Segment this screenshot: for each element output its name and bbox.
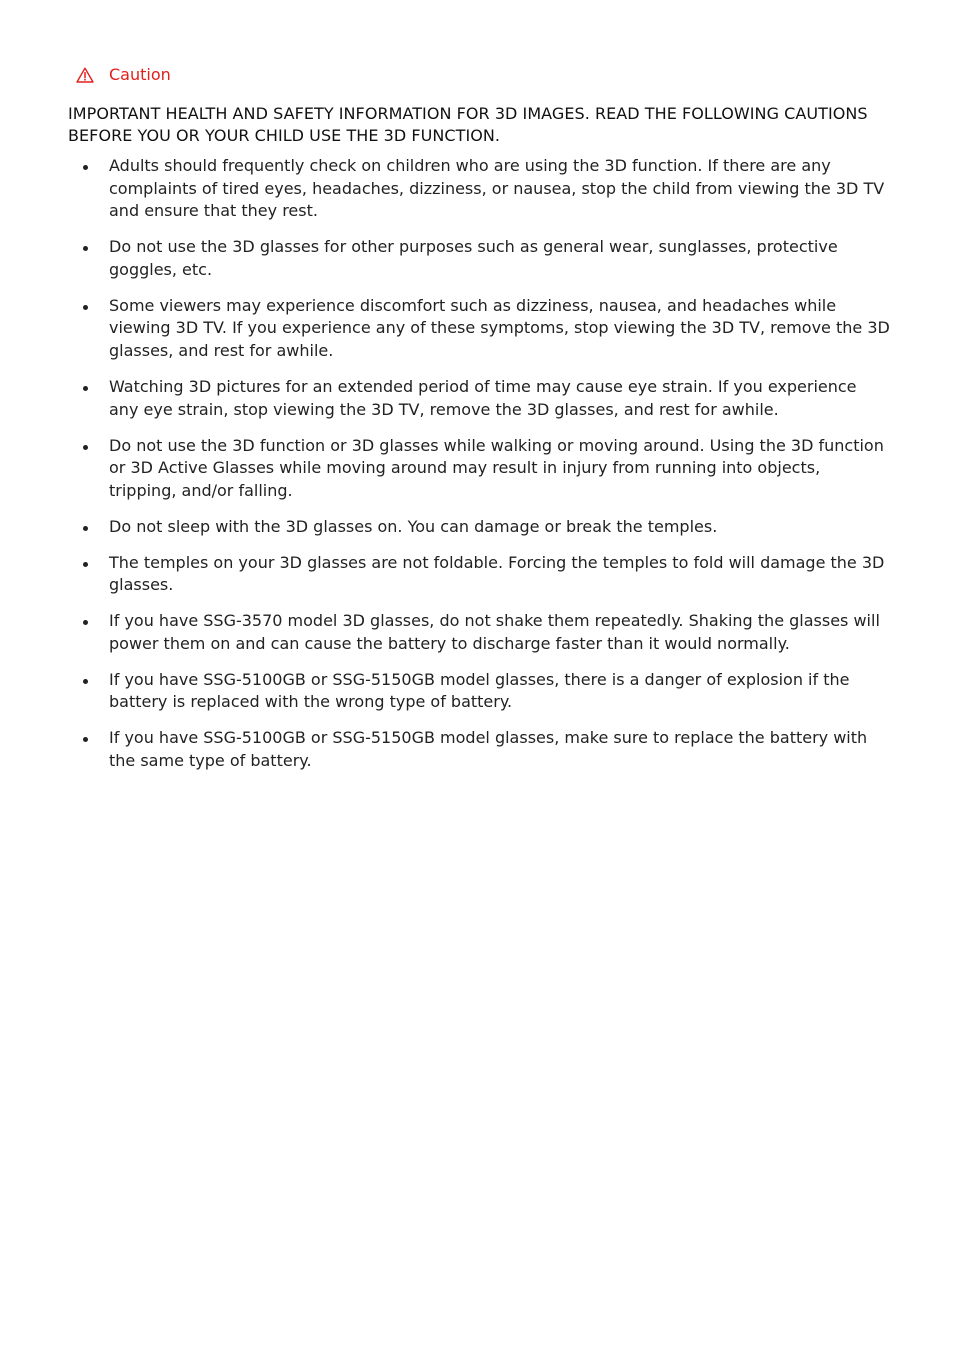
- list-item-text: If you have SSG-5100GB or SSG-5150GB model glasses, make sure to replace the battery with the same type of battery.: [109, 728, 868, 770]
- list-item: [68, 552, 890, 597]
- bullet-dot: [83, 737, 88, 742]
- safety-intro: IMPORTANT HEALTH AND SAFETY INFORMATION FOR 3D IMAGES. READ THE FOLLOWING CAUTIONS BEFORE YOU OR YOUR CHILD USE THE 3D FUNCTION.: [68, 104, 868, 145]
- list-item: [68, 727, 890, 772]
- list-item-text: Do not use the 3D glasses for other purposes such as general wear, sunglasses, protective goggles, etc.: [109, 237, 838, 279]
- list-item-text: The temples on your 3D glasses are not foldable. Forcing the temples to fold will damage the 3D glasses.: [109, 552, 885, 595]
- caution-list: [68, 155, 890, 773]
- list-item: [68, 669, 890, 714]
- caution-label: Caution: [109, 65, 171, 84]
- list-item-text: Do not sleep with the 3D glasses on. You can damage or break the temples.: [109, 516, 718, 536]
- caution-header: [76, 62, 890, 88]
- bullet-dot: [83, 526, 88, 531]
- list-item: [68, 435, 890, 503]
- list-item: [68, 610, 890, 655]
- list-item-text: Adults should frequently check on children who are using the 3D function. If there are any complaints of tired eyes, headaches, dizziness, or nausea, stop the child from viewing the 3D TV and ensure that they rest.: [109, 156, 885, 221]
- bullet-dot: [83, 305, 88, 310]
- list-item-text: If you have SSG-5100GB or SSG-5150GB model glasses, there is a danger of explosion if the battery is replaced with the wrong type of battery.: [109, 669, 850, 712]
- bullet-dot: [83, 165, 88, 170]
- bullet-dot: [83, 620, 88, 625]
- list-item: [68, 236, 890, 281]
- warning-triangle-icon: [76, 67, 94, 83]
- list-item-text: Some viewers may experience discomfort such as dizziness, nausea, and headaches while viewing 3D TV. If you experience any of these symptoms, stop viewing the 3D TV, remove the 3D glasses, and rest for awhile.: [109, 295, 890, 360]
- list-item: [68, 376, 890, 421]
- bullet-dot: [83, 445, 88, 450]
- list-item-text: Do not use the 3D function or 3D glasses while walking or moving around. Using the 3D function or 3D Active Glasses while moving around may result in injury from running into objects, tripping, and/or falling.: [109, 435, 884, 500]
- list-item: [68, 295, 890, 363]
- bullet-dot: [83, 562, 88, 567]
- list-item: [68, 516, 890, 539]
- list-item: [68, 155, 890, 223]
- bullet-dot: [83, 386, 88, 391]
- list-item-text: If you have SSG-3570 model 3D glasses, do not shake them repeatedly. Shaking the glasses will power them on and can cause the battery to discharge faster than it would normally.: [109, 611, 880, 653]
- bullet-dot: [83, 679, 88, 684]
- list-item-text: Watching 3D pictures for an extended period of time may cause eye strain. If you experience any eye strain, stop viewing the 3D TV, remove the 3D glasses, and rest for awhile.: [109, 376, 857, 419]
- bullet-dot: [83, 246, 88, 251]
- document-page: [68, 62, 890, 786]
